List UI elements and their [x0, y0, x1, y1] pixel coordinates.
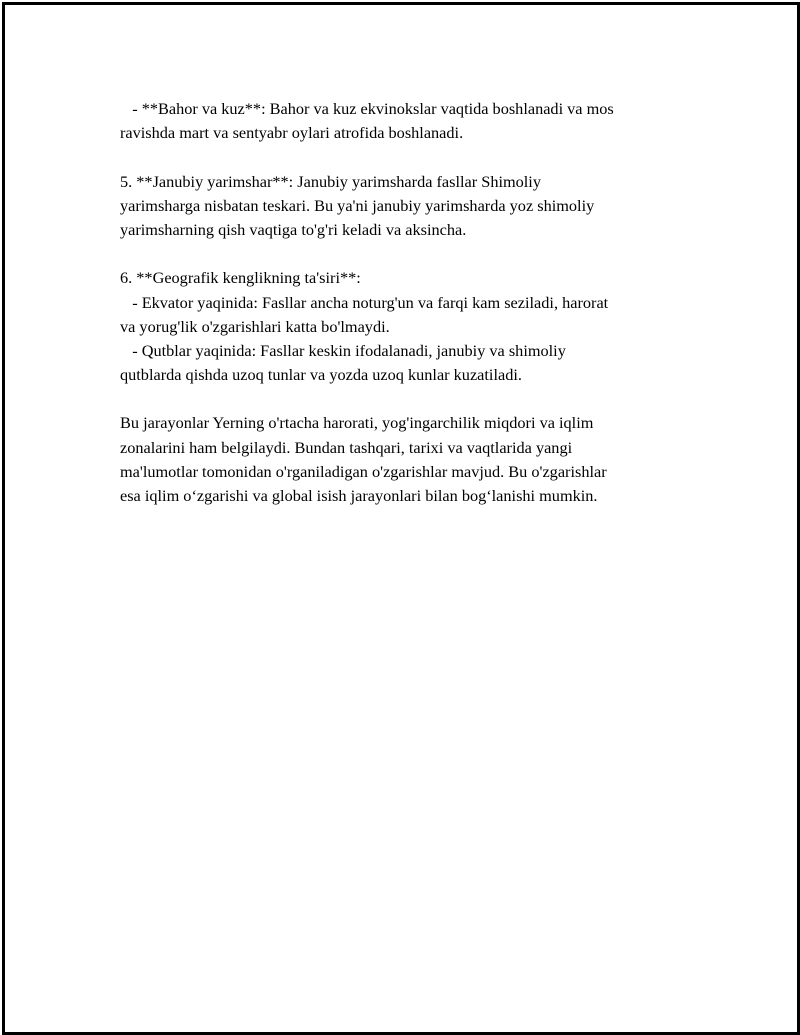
paragraph-janubiy-yarimshar — [120, 170, 690, 243]
paragraph-geografik-kenglik — [120, 266, 690, 387]
text-line: Bu jarayonlar Yerning o'rtacha harorati, yog'ingarchilik miqdori va iqlim — [120, 413, 594, 433]
text-line: - Ekvator yaqinida: Fasllar ancha noturg'un va farqi kam seziladi, harorat — [120, 292, 609, 312]
text-line: zonalarini ham belgilaydi. Bundan tashqari, tarixi va vaqtlarida yangi — [120, 437, 573, 457]
text-line: esa iqlim o‘zgarishi va global isish jarayonlari bilan bog‘lanishi mumkin. — [120, 486, 598, 505]
text-line: 6. **Geografik kenglikning ta'siri**: — [120, 268, 361, 288]
paragraph-spacer — [120, 242, 690, 266]
page-border — [2, 2, 800, 1035]
text-line: qutblarda qishda uzoq tunlar va yozda uzoq kunlar kuzatiladi. — [120, 365, 522, 385]
paragraph-bahor-kuz — [120, 97, 690, 145]
text-line: ma'lumotlar tomonidan o'rganiladigan o'zgarishlar mavjud. Bu o'zgarishlar — [120, 461, 607, 481]
text-line: yarimsharga nisbatan teskari. Bu ya'ni janubiy yarimsharda yoz shimoliy — [120, 195, 595, 215]
paragraph-spacer — [120, 387, 690, 411]
paragraph-xulosa — [120, 411, 690, 508]
text-line: - Qutblar yaqinida: Fasllar keskin ifodalanadi, janubiy va shimoliy — [120, 340, 566, 360]
text-line: - **Bahor va kuz**: Bahor va kuz ekvinokslar vaqtida boshlanadi va mos — [120, 99, 614, 118]
text-line: 5. **Janubiy yarimshar**: Janubiy yarimsharda fasllar Shimoliy — [120, 171, 541, 191]
paragraph-spacer — [120, 145, 690, 169]
text-line: ravishda mart va sentyabr oylari atrofida boshlanadi. — [120, 123, 464, 143]
page-body — [120, 97, 690, 508]
text-line: yarimsharning qish vaqtiga to'g'ri keladi va aksincha. — [120, 219, 467, 239]
text-line: va yorug'lik o'zgarishlari katta bo'lmaydi. — [120, 316, 390, 336]
